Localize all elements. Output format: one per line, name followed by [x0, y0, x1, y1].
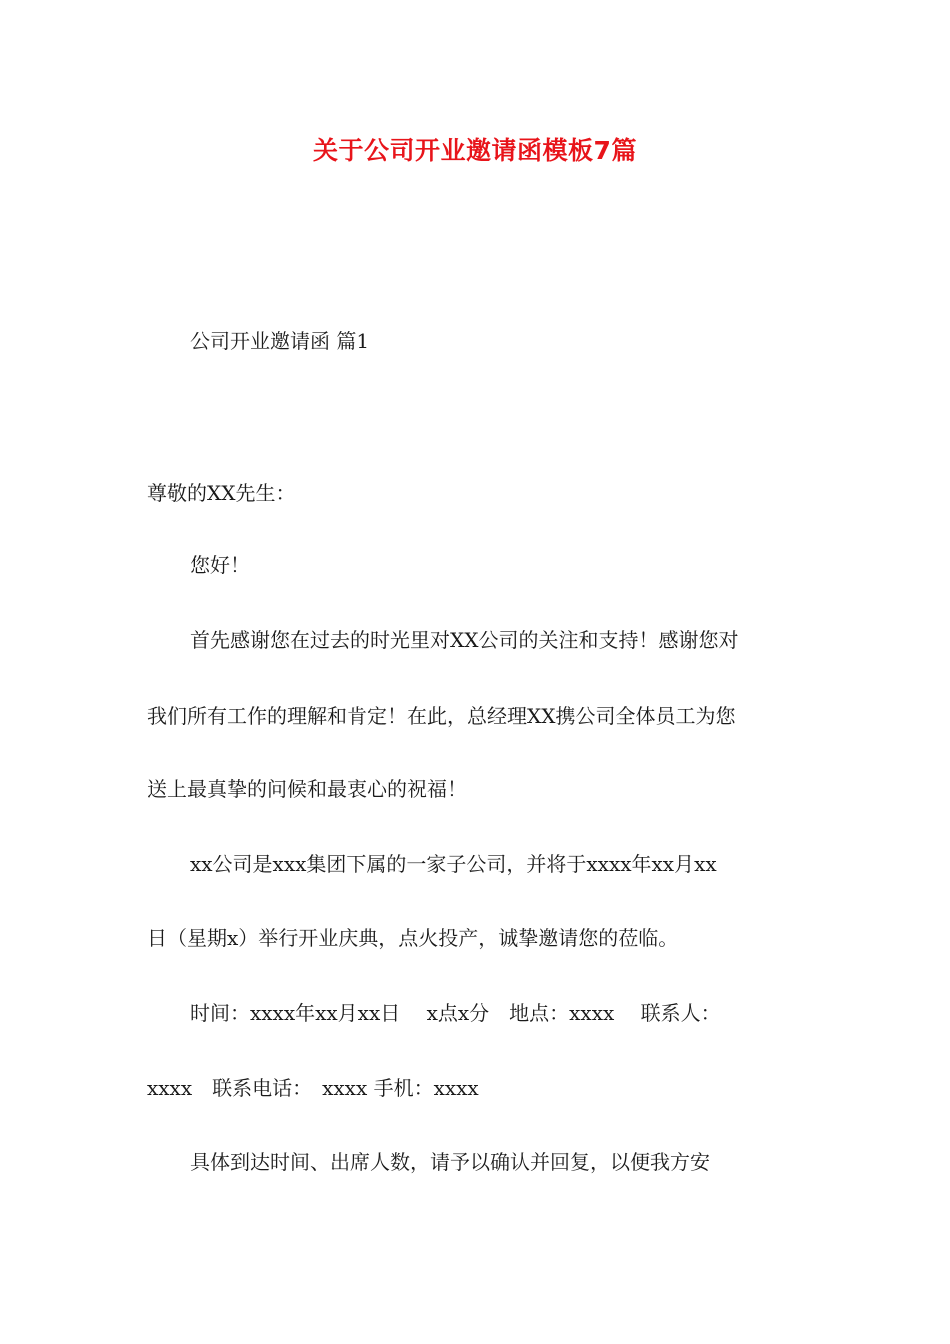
paragraph-line: 我们所有工作的理解和肯定！在此，总经理XX携公司全体员工为您	[147, 704, 736, 728]
greeting: 您好！	[190, 553, 250, 577]
paragraph-line: xxxx 联系电话： xxxx 手机：xxxx	[147, 1076, 479, 1100]
paragraph-line: 送上最真挚的问候和最衷心的祝福！	[147, 777, 467, 801]
paragraph-line: xx公司是xxx集团下属的一家子公司，并将于xxxx年xx月xx	[190, 852, 717, 876]
salutation: 尊敬的XX先生：	[147, 481, 296, 505]
paragraph-line: 具体到达时间、出席人数，请予以确认并回复，以便我方安	[190, 1150, 710, 1174]
paragraph-line: 时间：xxxx年xx月xx日 x点x分 地点：xxxx 联系人：	[190, 1001, 721, 1025]
paragraph-line: 首先感谢您在过去的时光里对XX公司的关注和支持！感谢您对	[190, 628, 739, 652]
document-title: 关于公司开业邀请函模板7篇	[313, 136, 637, 165]
section-heading: 公司开业邀请函 篇1	[190, 329, 370, 353]
paragraph-line: 日（星期x）举行开业庆典，点火投产，诚挚邀请您的莅临。	[147, 926, 679, 950]
